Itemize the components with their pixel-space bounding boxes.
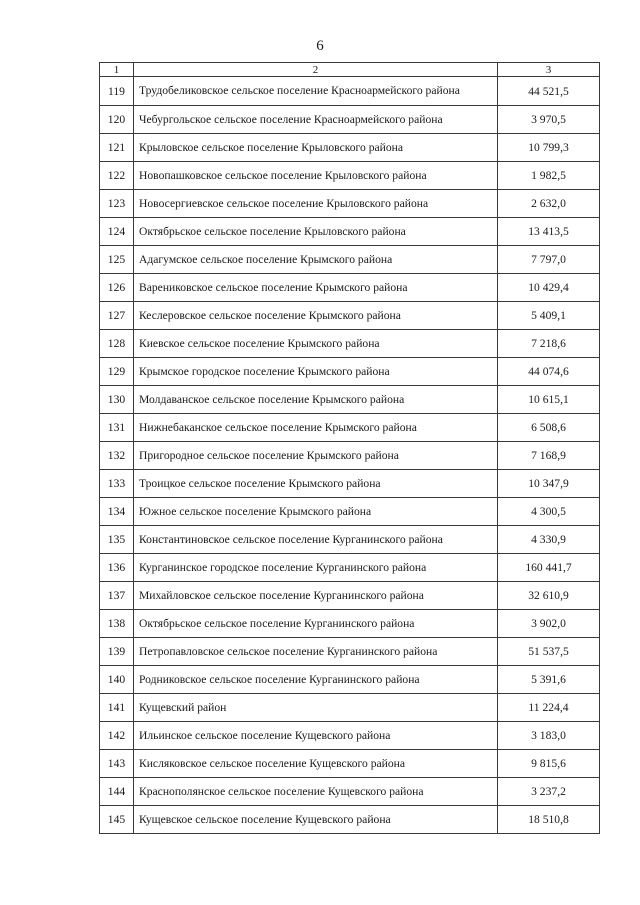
row-value: 1 982,5 xyxy=(498,162,600,190)
row-name: Октябрьское сельское поселение Крыловского района xyxy=(134,218,498,246)
row-number: 135 xyxy=(100,526,134,554)
table-row xyxy=(100,638,600,666)
table-body xyxy=(100,63,600,834)
table-row xyxy=(100,610,600,638)
table-row xyxy=(100,274,600,302)
row-number: 129 xyxy=(100,358,134,386)
row-value: 18 510,8 xyxy=(498,806,600,834)
row-name: Ильинское сельское поселение Кущевского района xyxy=(134,722,498,750)
row-name: Курганинское городское поселение Курганинского района xyxy=(134,554,498,582)
row-name: Константиновское сельское поселение Курганинского района xyxy=(134,526,498,554)
table-row xyxy=(100,246,600,274)
table-row xyxy=(100,582,600,610)
row-name: Крымское городское поселение Крымского района xyxy=(134,358,498,386)
row-name: Новосергиевское сельское поселение Крыловского района xyxy=(134,190,498,218)
row-number: 130 xyxy=(100,386,134,414)
row-name: Краснополянское сельское поселение Кущевского района xyxy=(134,778,498,806)
row-name: Родниковское сельское поселение Курганинского района xyxy=(134,666,498,694)
row-name: Крыловское сельское поселение Крыловского района xyxy=(134,134,498,162)
row-value: 32 610,9 xyxy=(498,582,600,610)
row-value: 7 168,9 xyxy=(498,442,600,470)
table-row xyxy=(100,162,600,190)
row-name: Петропавловское сельское поселение Курганинского района xyxy=(134,638,498,666)
table-row xyxy=(100,666,600,694)
row-number: 143 xyxy=(100,750,134,778)
row-number: 127 xyxy=(100,302,134,330)
row-number: 133 xyxy=(100,470,134,498)
row-number: 140 xyxy=(100,666,134,694)
row-name: Молдаванское сельское поселение Крымского района xyxy=(134,386,498,414)
row-name: Кущевский район xyxy=(134,694,498,722)
row-value: 10 347,9 xyxy=(498,470,600,498)
header-col-2: 2 xyxy=(134,63,498,77)
table-row xyxy=(100,694,600,722)
row-value: 44 521,5 xyxy=(498,77,600,106)
row-number: 139 xyxy=(100,638,134,666)
row-number: 119 xyxy=(100,77,134,106)
row-number: 123 xyxy=(100,190,134,218)
row-number: 132 xyxy=(100,442,134,470)
table-row xyxy=(100,106,600,134)
row-name: Пригородное сельское поселение Крымского района xyxy=(134,442,498,470)
row-name: Киевское сельское поселение Крымского района xyxy=(134,330,498,358)
table-row xyxy=(100,134,600,162)
table-row xyxy=(100,750,600,778)
row-number: 136 xyxy=(100,554,134,582)
row-value: 4 330,9 xyxy=(498,526,600,554)
row-value: 7 218,6 xyxy=(498,330,600,358)
table-row xyxy=(100,302,600,330)
row-name: Нижнебаканское сельское поселение Крымского района xyxy=(134,414,498,442)
table-row xyxy=(100,218,600,246)
row-name: Чебургольское сельское поселение Красноармейского района xyxy=(134,106,498,134)
table-row xyxy=(100,806,600,834)
table-header-row xyxy=(100,63,600,77)
row-value: 11 224,4 xyxy=(498,694,600,722)
row-value: 10 429,4 xyxy=(498,274,600,302)
row-value: 3 970,5 xyxy=(498,106,600,134)
row-value: 160 441,7 xyxy=(498,554,600,582)
row-name: Троицкое сельское поселение Крымского района xyxy=(134,470,498,498)
row-number: 131 xyxy=(100,414,134,442)
table-row xyxy=(100,722,600,750)
row-value: 5 391,6 xyxy=(498,666,600,694)
row-name: Варениковское сельское поселение Крымского района xyxy=(134,274,498,302)
row-number: 142 xyxy=(100,722,134,750)
table-row xyxy=(100,330,600,358)
row-name: Кисляковское сельское поселение Кущевского района xyxy=(134,750,498,778)
row-value: 7 797,0 xyxy=(498,246,600,274)
table-row xyxy=(100,190,600,218)
row-name: Адагумское сельское поселение Крымского района xyxy=(134,246,498,274)
row-number: 128 xyxy=(100,330,134,358)
row-value: 3 237,2 xyxy=(498,778,600,806)
row-number: 138 xyxy=(100,610,134,638)
row-number: 125 xyxy=(100,246,134,274)
table-row xyxy=(100,526,600,554)
table-row xyxy=(100,358,600,386)
row-value: 3 183,0 xyxy=(498,722,600,750)
row-value: 13 413,5 xyxy=(498,218,600,246)
header-col-3: 3 xyxy=(498,63,600,77)
row-number: 141 xyxy=(100,694,134,722)
table-row xyxy=(100,498,600,526)
row-value: 44 074,6 xyxy=(498,358,600,386)
row-name: Новопашковское сельское поселение Крыловского района xyxy=(134,162,498,190)
row-value: 10 615,1 xyxy=(498,386,600,414)
row-value: 4 300,5 xyxy=(498,498,600,526)
table-row xyxy=(100,554,600,582)
table-row xyxy=(100,386,600,414)
row-name: Кущевское сельское поселение Кущевского района xyxy=(134,806,498,834)
table-row xyxy=(100,414,600,442)
budget-table xyxy=(99,62,600,834)
row-name: Михайловское сельское поселение Курганинского района xyxy=(134,582,498,610)
page-number: 6 xyxy=(316,38,324,54)
row-number: 137 xyxy=(100,582,134,610)
row-value: 51 537,5 xyxy=(498,638,600,666)
row-number: 124 xyxy=(100,218,134,246)
row-number: 144 xyxy=(100,778,134,806)
row-name: Трудобеликовское сельское поселение Красноармейского района xyxy=(134,77,498,106)
row-number: 122 xyxy=(100,162,134,190)
table-row xyxy=(100,778,600,806)
header-col-1: 1 xyxy=(100,63,134,77)
row-name: Южное сельское поселение Крымского района xyxy=(134,498,498,526)
row-value: 10 799,3 xyxy=(498,134,600,162)
row-number: 134 xyxy=(100,498,134,526)
row-number: 120 xyxy=(100,106,134,134)
row-number: 145 xyxy=(100,806,134,834)
row-name: Октябрьское сельское поселение Курганинского района xyxy=(134,610,498,638)
row-number: 126 xyxy=(100,274,134,302)
row-value: 3 902,0 xyxy=(498,610,600,638)
row-name: Кеслеровское сельское поселение Крымского района xyxy=(134,302,498,330)
row-value: 6 508,6 xyxy=(498,414,600,442)
row-value: 9 815,6 xyxy=(498,750,600,778)
table-row xyxy=(100,77,600,106)
row-value: 5 409,1 xyxy=(498,302,600,330)
row-value: 2 632,0 xyxy=(498,190,600,218)
row-number: 121 xyxy=(100,134,134,162)
table-row xyxy=(100,442,600,470)
table-row xyxy=(100,470,600,498)
